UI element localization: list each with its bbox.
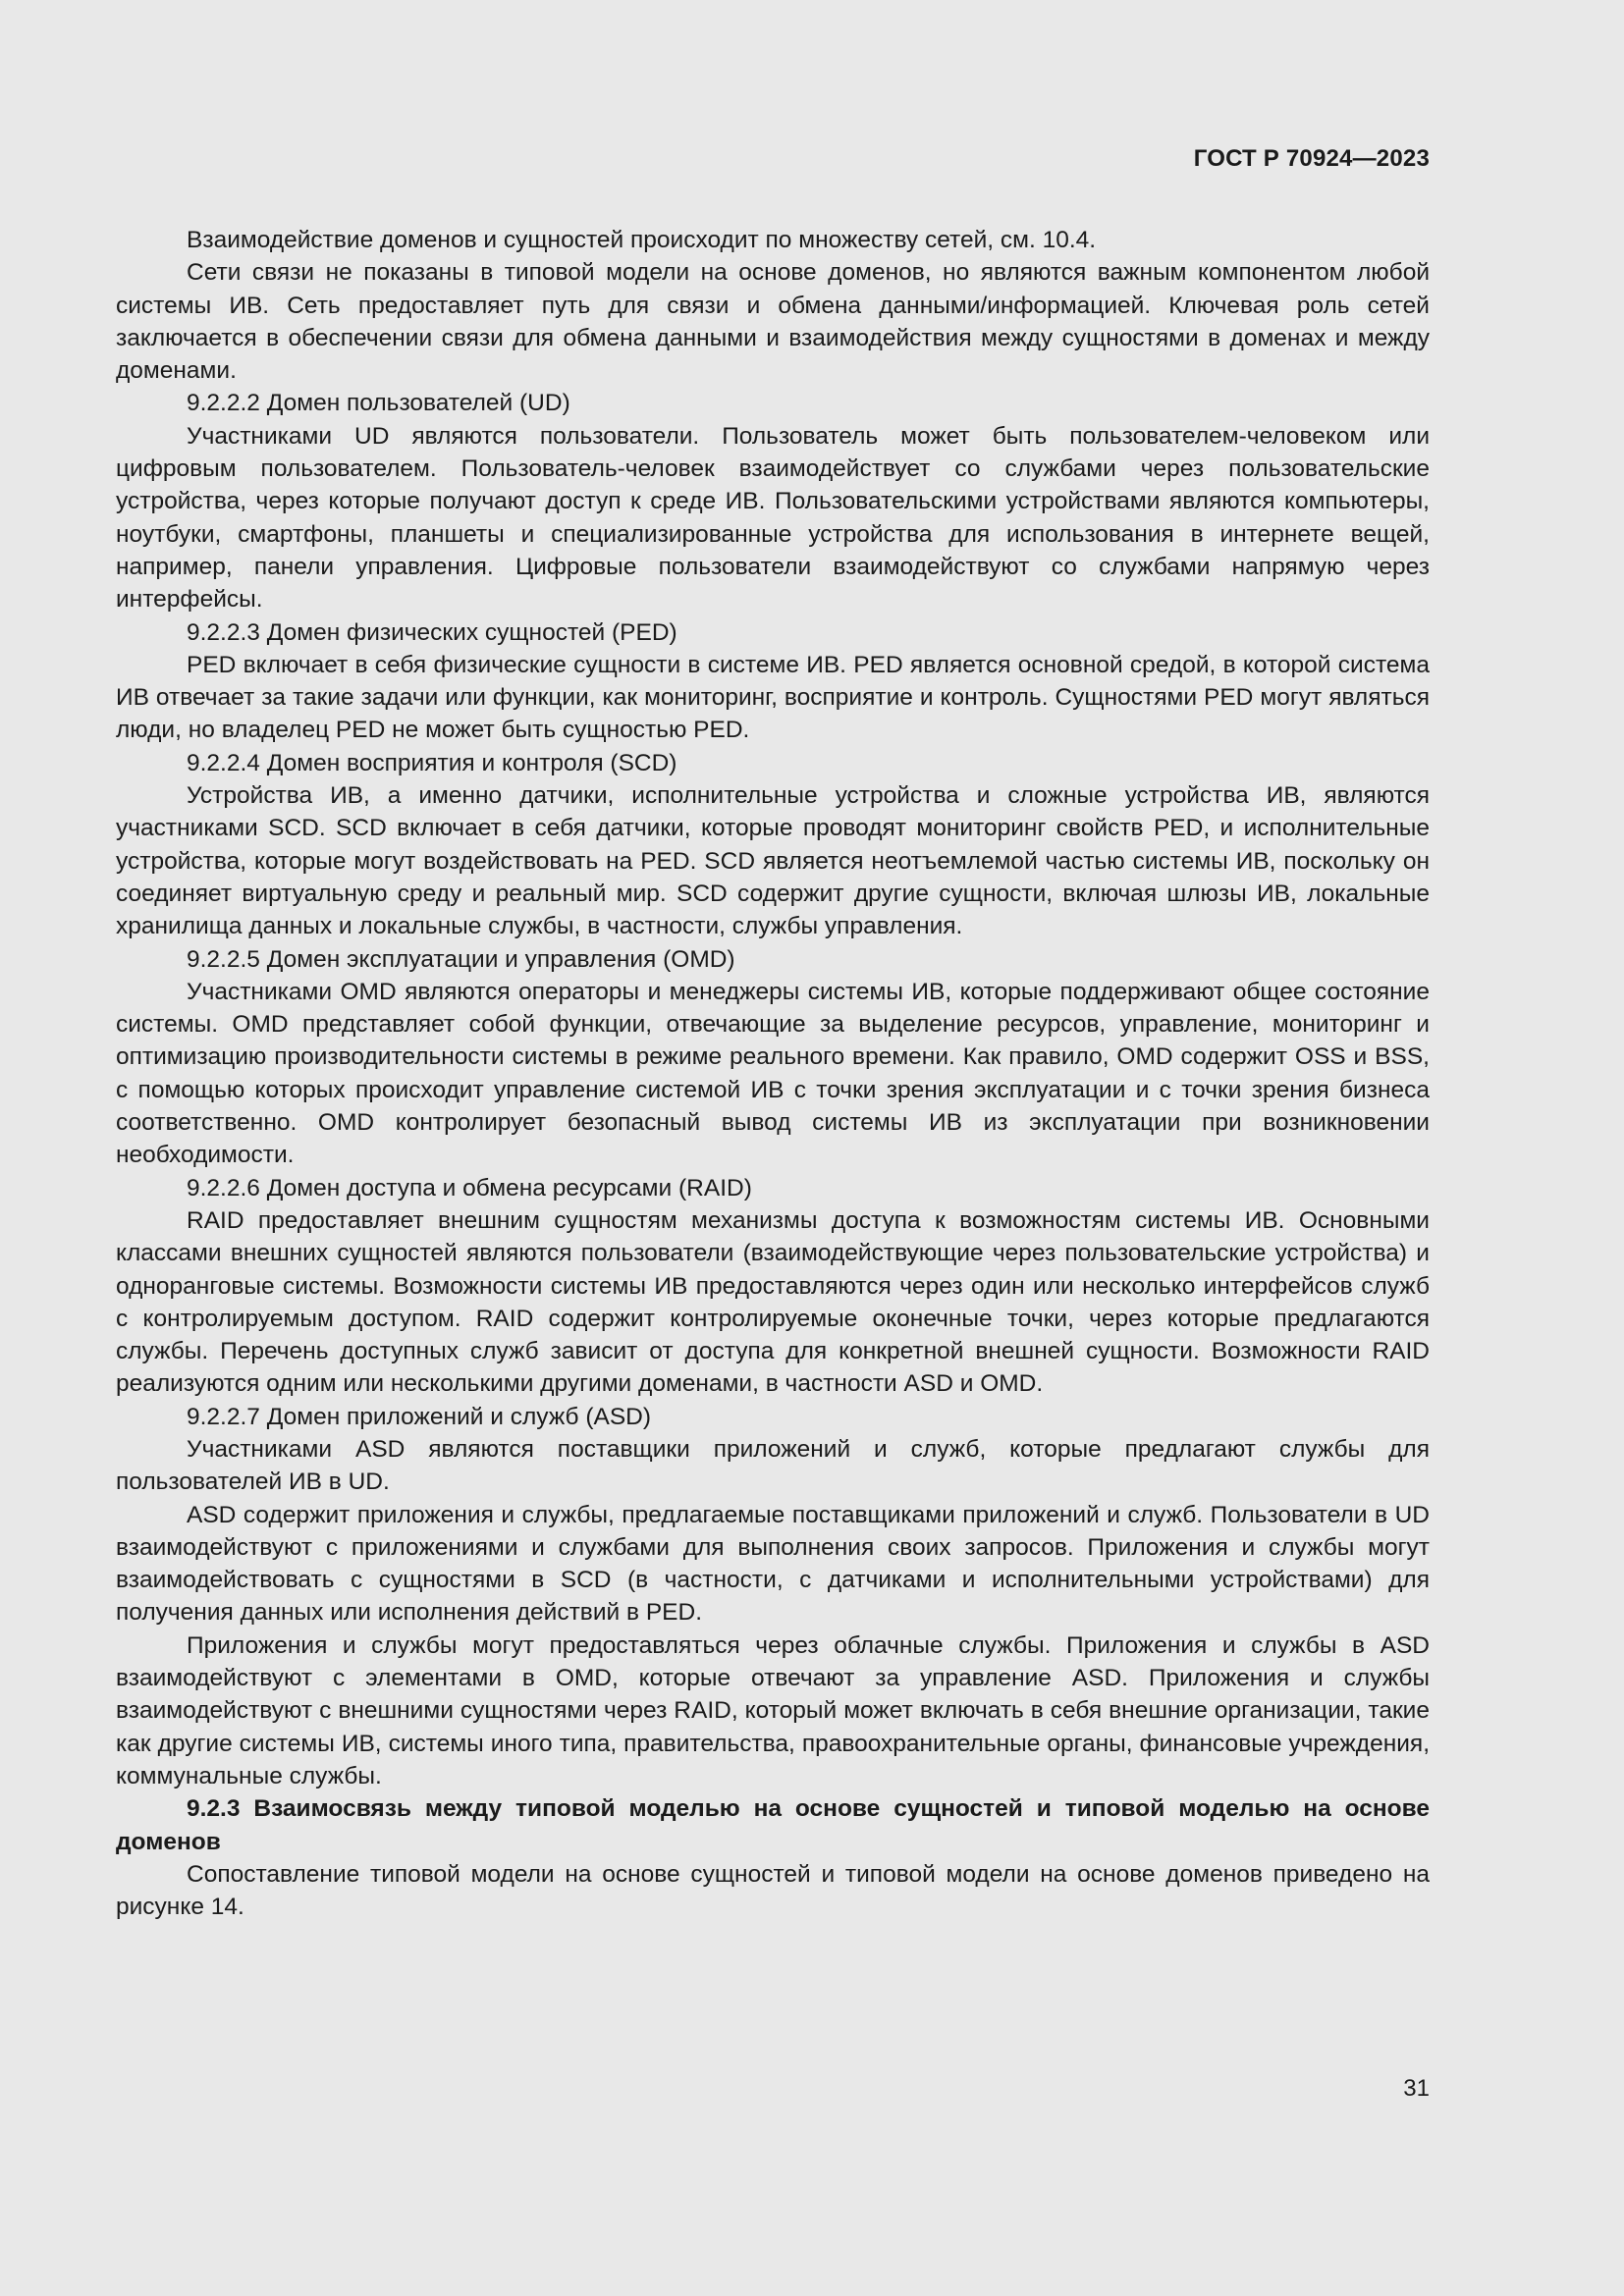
- section-heading: 9.2.2.6 Домен доступа и обмена ресурсами (RAID): [187, 1174, 752, 1201]
- paragraph: Сопоставление типовой модели на основе сущностей и типовой модели на основе доменов приведено на рисунке 14.: [116, 1860, 1430, 1921]
- document-body: [116, 224, 1430, 1923]
- paragraph: Сети связи не показаны в типовой модели на основе доменов, но являются важным компонентом любой системы ИВ. Сеть предоставляет путь для связи и обмена данными/информацией. Ключевая роль сетей заключается в обеспечении связи для обмена данными и взаимодействия между сущностями в доменах и между доменами.: [116, 259, 1430, 385]
- paragraph: PED включает в себя физические сущности в системе ИВ. PED является основной средой, в которой система ИВ отвечает за такие задачи или функции, как мониторинг, восприятие и контроль. Сущностями PED могут являться люди, но владелец PED не может быть сущностью PED.: [116, 651, 1430, 744]
- section-heading: 9.2.2.3 Домен физических сущностей (PED): [187, 618, 677, 646]
- paragraph: RAID предоставляет внешним сущностям механизмы доступа к возможностям системы ИВ. Основными классами внешних сущностей являются пользователи (взаимодействующие через пользовательские устройства) и одноранговые системы. Возможности системы ИВ предоставляются через один или несколько интерфейсов служб с контролируемым доступом. RAID содержит контролируемые оконечные точки, через которые предлагаются службы. Перечень доступных служб зависит от доступа для конкретной внешней сущности. Возможности RAID реализуются одним или несколькими другими доменами, в частности ASD и OMD.: [116, 1206, 1430, 1398]
- subsection-heading: 9.2.3 Взаимосвязь между типовой моделью на основе сущностей и типовой моделью на основе доменов: [116, 1795, 1430, 1855]
- section-heading: 9.2.2.2 Домен пользователей (UD): [187, 390, 570, 417]
- paragraph: Устройства ИВ, а именно датчики, исполнительные устройства и сложные устройства ИВ, являются участниками SCD. SCD включает в себя датчики, которые проводят мониторинг свойств PED, и исполнительные устройства, которые могут воздействовать на PED. SCD является неотъемлемой частью системы ИВ, поскольку он соединяет виртуальную среду и реальный мир. SCD содержит другие сущности, включая шлюзы ИВ, локальные хранилища данных и локальные службы, в частности, службы управления.: [116, 782, 1430, 940]
- paragraph: Приложения и службы могут предоставляться через облачные службы. Приложения и службы в ASD взаимодействуют с элементами в OMD, которые отвечают за управление ASD. Приложения и службы взаимодействуют с внешними сущностями через RAID, который может включать в себя внешние организации, такие как другие системы ИВ, системы иного типа, правительства, правоохранительные органы, финансовые учреждения, коммунальные службы.: [116, 1631, 1430, 1789]
- paragraph: ASD содержит приложения и службы, предлагаемые поставщиками приложений и служб. Пользователи в UD взаимодействуют с приложениями и службами для выполнения своих запросов. Приложения и службы могут взаимодействовать с сущностями в SCD (в частности, с датчиками и исполнительными устройствами) для получения данных или исполнения действий в PED.: [116, 1501, 1430, 1627]
- paragraph: Взаимодействие доменов и сущностей происходит по множеству сетей, см. 10.4.: [187, 227, 1097, 253]
- section-heading: 9.2.2.7 Домен приложений и служб (ASD): [187, 1403, 652, 1430]
- section-heading: 9.2.2.4 Домен восприятия и контроля (SCD): [187, 749, 677, 776]
- paragraph: Участниками UD являются пользователи. Пользователь может быть пользователем-человеком или цифровым пользователем. Пользователь-человек взаимодействует со службами через пользовательские устройства, через которые получают доступ к среде ИВ. Пользовательскими устройствами являются компьютеры, ноутбуки, смартфоны, планшеты и специализированные устройства для использования в интернете вещей, например, панели управления. Цифровые пользователи взаимодействуют со службами напрямую через интерфейсы.: [116, 422, 1430, 614]
- paragraph: Участниками OMD являются операторы и менеджеры системы ИВ, которые поддерживают общее состояние системы. OMD представляет собой функции, отвечающие за выделение ресурсов, управление, мониторинг и оптимизацию производительности системы в режиме реального времени. Как правило, OMD содержит OSS и BSS, с помощью которых происходит управление системой ИВ с точки зрения эксплуатации и с точки зрения бизнеса соответственно. OMD контролирует безопасный вывод системы ИВ из эксплуатации при возникновении необходимости.: [116, 978, 1430, 1169]
- section-heading: 9.2.2.5 Домен эксплуатации и управления (OMD): [187, 945, 735, 973]
- document-code-header: ГОСТ Р 70924—2023: [1193, 145, 1430, 172]
- paragraph: Участниками ASD являются поставщики приложений и служб, которые предлагают службы для пользователей ИВ в UD.: [116, 1435, 1430, 1496]
- page-number: 31: [1403, 2075, 1430, 2102]
